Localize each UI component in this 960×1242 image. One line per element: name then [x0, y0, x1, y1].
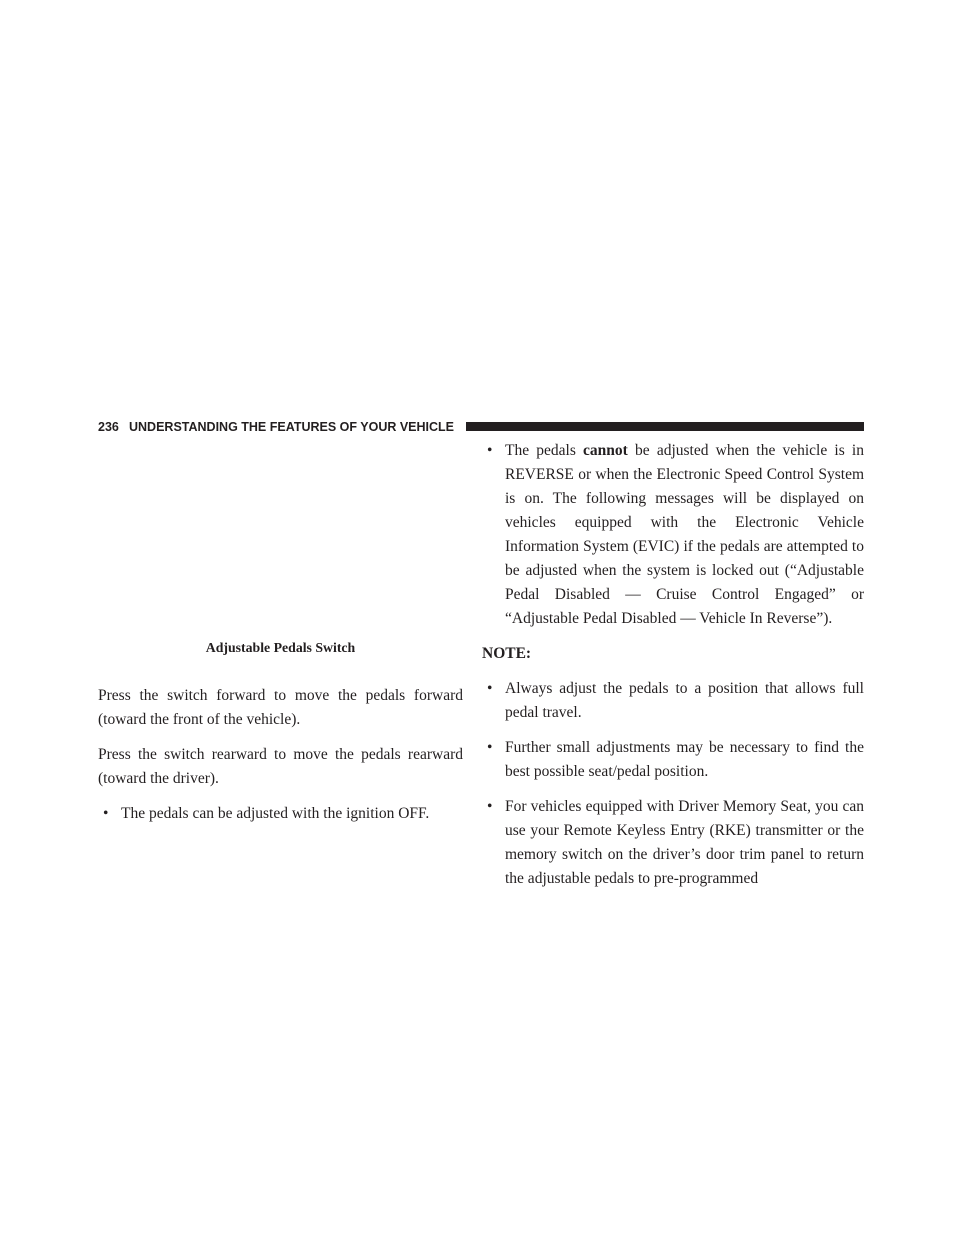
bullet-text: Further small adjustments may be necessary to find the best possible seat/pedal position. [505, 739, 864, 780]
paragraph-rearward: Press the switch rearward to move the pedals rearward (toward the driver). [98, 746, 463, 787]
bullet-text: Always adjust the pedals to a position that allows full pedal travel. [505, 680, 864, 721]
bullet-ignition-off [98, 802, 463, 826]
section-title: UNDERSTANDING THE FEATURES OF YOUR VEHICLE [129, 420, 455, 434]
bullet-text: The pedals can be adjusted with the ignition OFF. [121, 805, 430, 822]
note-bullet-full-travel [482, 677, 864, 725]
note-heading: NOTE: [482, 645, 532, 662]
figure-caption: Adjustable Pedals Switch [205, 640, 356, 655]
paragraph-forward: Press the switch forward to move the pedals forward (toward the front of the vehicle). [98, 687, 463, 728]
bullet-cannot-adjust [482, 439, 864, 631]
header-rule [466, 422, 864, 431]
bullet-text: For vehicles equipped with Driver Memory Seat, you can use your Remote Keyless Entry (RKE) transmitter or the memory switch on the driver’s door trim panel to return the adjustable pedals to pre-programmed [505, 798, 864, 887]
bullet-mark: • [487, 739, 493, 756]
bullet-rest: be adjusted when the vehicle is in REVERSE or when the Electronic Speed Control System is on. The following messages will be displayed on vehicles equipped with the Electronic Vehicle Information System (EVIC) if the pedals are attempted to be adjusted when the system is locked out (“Adjustable Pedal Disabled — Cruise Control Engaged” or “Adjustable Pedal Disabled — Vehicle In Reverse”). [505, 442, 864, 627]
bullet-mark: • [487, 798, 493, 815]
note-bullet-small-adjustments [482, 736, 864, 784]
bullet-mark: • [487, 442, 493, 459]
bullet-mark: • [487, 680, 493, 697]
bullet-bold-word: cannot [583, 442, 628, 459]
page-header [98, 418, 864, 436]
note-bullet-memory-seat [482, 795, 864, 891]
left-column [98, 684, 463, 826]
bullet-prefix: The pedals [505, 442, 584, 459]
bullet-mark: • [103, 805, 109, 822]
page-number: 236 [98, 420, 119, 434]
right-column [482, 439, 864, 891]
